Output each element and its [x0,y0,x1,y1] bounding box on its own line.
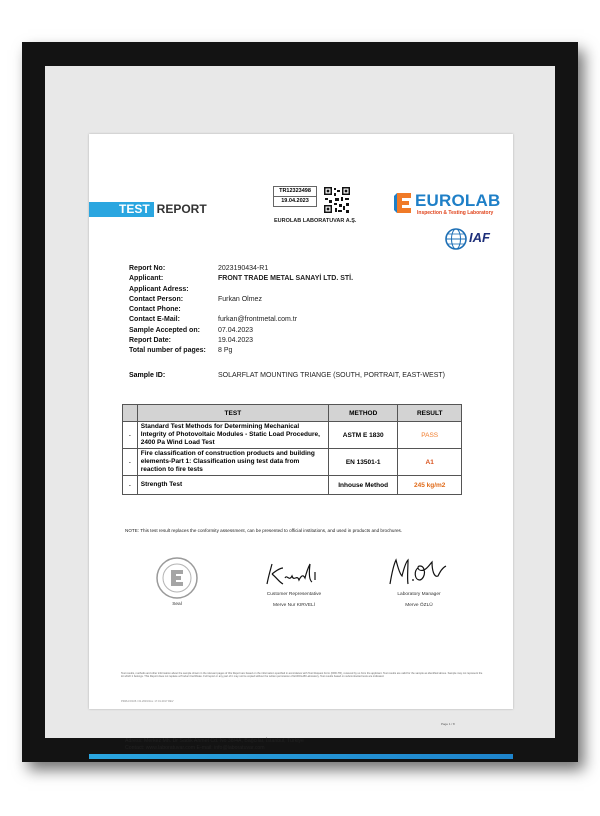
globe-icon [444,226,468,252]
seal-label: Seal [172,602,182,607]
iaf-wordmark: IAF [469,230,490,245]
logo-tagline: Inspection & Testing Laboratory [417,210,494,216]
footer-contact: Contact: www.laboratuvar.com E-mail: info@laboratuvar.com [125,745,265,751]
field-value: FRONT TRADE METAL SANAYİ LTD. STİ. [218,275,354,283]
report-id-box [273,186,317,207]
header-dash [123,405,138,422]
field-value: 2023190434-R1 [218,265,269,272]
report-fields [129,264,353,357]
table-header-row [123,405,462,422]
row-result: A1 [398,449,462,476]
test-results-table [122,404,462,495]
row-dash: - [123,422,138,449]
field-row-contact-person [129,295,353,305]
row-method: ASTM E 1830 [328,422,397,449]
field-row-applicant [129,274,353,284]
field-label: Contact E-Mail: [129,316,180,324]
field-label: Applicant: [129,275,164,283]
field-label: Report No: [129,265,166,272]
row-test: Strength Test [137,476,328,495]
row-method: Inhouse Method [328,476,397,495]
table-row [123,476,462,495]
field-row-report-date [129,336,353,346]
fine-print: Test results, methods and other information about the sample shown in the relevant pages of this Report are based on the information specified in accordance with Test Request Form (FRD-TR), received by us from the applicant. Test results are valid for the sample as identified above. Sample may not represent the lot which it belongs. This Report does not replace a Product Certificate. Full report or any part of it may not be copied without the written permission of EUROLAB Laboratory. Test results based on subcontracted tests are indicated. [121,672,483,679]
row-result: 245 kg/m2 [398,476,462,495]
field-row-sample-accepted [129,326,353,336]
field-label: Report Date: [129,337,172,345]
field-row-applicant-address [129,285,353,295]
customer-rep-block [249,560,339,608]
badge-test: TEST [89,202,154,217]
lab-manager-name: Merve ÖZLÜ [405,603,433,608]
document-footer [89,738,513,759]
customer-rep-role: Customer Representative [266,592,322,597]
company-name: EUROLAB LABORATUVAR A.Ş. [274,218,357,224]
form-code: PR26-FO106 / 01.2019 Rev. 17.01.2017 REV [121,700,174,703]
report-date-code: 19.04.2023 [273,197,317,207]
row-result: PASS [398,422,462,449]
field-value: 8 Pg [218,347,233,355]
sample-id-value: SOLARFLAT MOUNTING TRIANGE (SOUTH, PORTRAIT, EAST-WEST) [218,372,446,379]
sample-id-label: Sample ID: [129,372,166,379]
sample-id-row [129,372,445,379]
header-method: METHOD [328,405,397,422]
field-row-report-no [129,264,353,274]
test-report-badge [89,202,207,217]
page-number: Page 1 / 8 [441,722,455,726]
field-label: Sample Accepted on: [129,326,200,334]
row-test: Standard Test Methods for Determining Mechanical Integrity of Photovoltaic Modules - Static Load Procedure, 2400 Pa Wind Load Test [137,422,328,449]
row-dash: - [123,449,138,476]
signature-kirveli [259,560,329,590]
field-label: Contact Person: [129,295,184,303]
signature-section [119,554,499,644]
frame-mat [45,66,555,751]
field-value: Furkan Olmez [218,295,262,303]
row-dash: - [123,476,138,495]
header-test: TEST [137,405,328,422]
lab-manager-block [374,554,464,608]
test-report-document [89,134,513,751]
header-result: RESULT [398,405,462,422]
lab-manager-role: Laboratory Manager [397,592,441,597]
field-row-contact-email [129,315,353,325]
iaf-accreditation-logo [444,226,494,254]
qr-code-icon [323,186,351,214]
footer-accent-bar [89,754,513,759]
field-value: 07.04.2023 [218,326,254,334]
signature-ozlu [384,554,454,590]
eurolab-mark-icon [393,191,415,215]
eurolab-logo [393,191,513,221]
footer-address: Adress: Merkez Mh. Dr Sadık Ahmet Cd. No 38/4A, Bağcılar, İstanbul, Türkiye [125,738,304,744]
laboratory-seal-icon [155,556,199,600]
report-code: TR12323498 [273,186,317,197]
table-row [123,449,462,476]
field-value: furkan@frontmetal.com.tr [218,316,298,324]
seal-block [147,556,207,607]
picture-frame [22,42,578,762]
table-row [123,422,462,449]
row-method: EN 13501-1 [328,449,397,476]
row-test: Fire classification of construction products and building elements-Part 1: Classification using test data from reaction to fire tests [137,449,328,476]
conformity-note: NOTE: This test result replaces the conformity assessment, can be presented to official institutions, and used in products and brochures. [125,528,403,533]
field-value: 19.04.2023 [218,337,254,345]
field-label: Total number of pages: [129,347,206,355]
logo-wordmark: EUROLAB [415,191,501,210]
customer-rep-name: Merve Nur KIRVELİ [272,603,316,608]
badge-report: REPORT [156,202,207,216]
field-label: Contact Phone: [129,306,181,314]
field-label: Applicant Adress: [129,285,189,293]
field-row-contact-phone [129,305,353,315]
field-row-total-pages [129,346,353,356]
